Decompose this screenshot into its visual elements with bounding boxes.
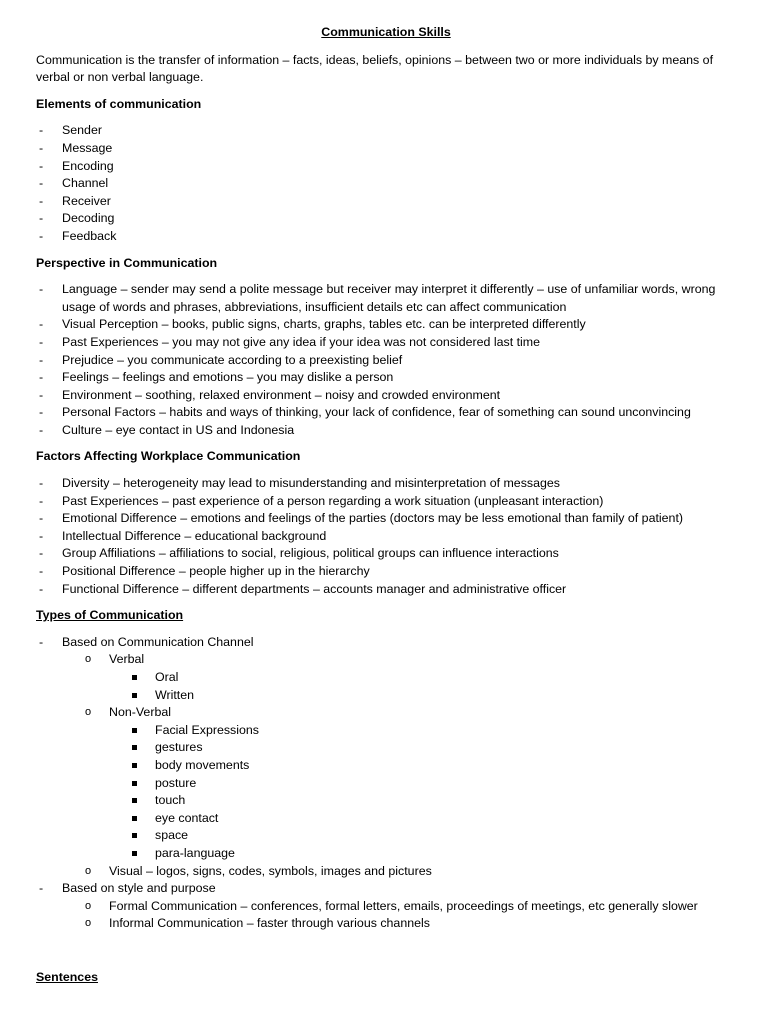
list-item: - Visual Perception – books, public signs, charts, graphs, tables etc. can be interpreted differently bbox=[36, 316, 736, 334]
list-item: posture bbox=[36, 775, 736, 793]
list-item: - Receiver bbox=[36, 193, 736, 211]
dash-marker: - bbox=[39, 334, 44, 349]
list-item: - Intellectual Difference – educational background bbox=[36, 528, 736, 546]
list-item: - Channel bbox=[36, 175, 736, 193]
list-item: - Culture – eye contact in US and Indonesia bbox=[36, 422, 736, 440]
dash-marker: - bbox=[39, 282, 44, 297]
document-page bbox=[36, 24, 736, 996]
list-item: - Emotional Difference – emotions and feelings of the parties (doctors may be less emotional than family of patient) bbox=[36, 510, 736, 528]
dash-marker: - bbox=[39, 881, 44, 896]
factors-list bbox=[36, 475, 736, 598]
list-item: o Visual – logos, signs, codes, symbols, images and pictures bbox=[36, 863, 736, 881]
dash-marker: - bbox=[39, 387, 44, 402]
list-item: Written bbox=[36, 687, 736, 705]
square-bullet-icon bbox=[132, 693, 137, 698]
dash-marker: - bbox=[39, 493, 44, 508]
dash-marker: - bbox=[39, 528, 44, 543]
dash-marker: - bbox=[39, 370, 44, 385]
list-item: para-language bbox=[36, 845, 736, 863]
list-item: - Feelings – feelings and emotions – you may dislike a person bbox=[36, 369, 736, 387]
circle-marker: o bbox=[85, 653, 92, 666]
list-item: - Based on style and purpose bbox=[36, 880, 736, 898]
dash-marker: - bbox=[39, 511, 44, 526]
list-item: - Sender bbox=[36, 122, 736, 140]
dash-marker: - bbox=[39, 564, 44, 579]
factors-heading: Factors Affecting Workplace Communication bbox=[36, 449, 301, 464]
square-bullet-icon bbox=[132, 781, 137, 786]
spacer bbox=[36, 942, 736, 969]
square-bullet-icon bbox=[132, 851, 137, 856]
types-heading: Types of Communication bbox=[36, 608, 184, 623]
list-item: - Decoding bbox=[36, 210, 736, 228]
circle-marker: o bbox=[85, 899, 92, 912]
list-item: - Encoding bbox=[36, 158, 736, 176]
circle-marker: o bbox=[85, 917, 92, 930]
dash-marker: - bbox=[39, 405, 44, 420]
list-item: Oral bbox=[36, 669, 736, 687]
list-item: Facial Expressions bbox=[36, 722, 736, 740]
perspective-list bbox=[36, 281, 736, 439]
list-item: - Language – sender may send a polite message but receiver may interpret it differently – use of unfamiliar words, wrong usage of words and phrases, abbreviations, insufficient details etc can affect communication bbox=[39, 282, 716, 314]
elements-heading: Elements of communication bbox=[36, 96, 202, 111]
list-item: body movements bbox=[36, 757, 736, 775]
circle-marker: o bbox=[85, 864, 92, 877]
list-item: o Informal Communication – faster through various channels bbox=[36, 915, 736, 933]
list-item: touch bbox=[36, 792, 736, 810]
dash-marker: - bbox=[39, 476, 44, 491]
dash-marker: - bbox=[39, 211, 44, 226]
list-item: - Past Experiences – you may not give any idea if your idea was not considered last time bbox=[36, 334, 736, 352]
list-item: - Positional Difference – people higher up in the hierarchy bbox=[36, 563, 736, 581]
square-bullet-icon bbox=[132, 798, 137, 803]
list-item: - Personal Factors – habits and ways of thinking, your lack of confidence, fear of something can sound unconvincing bbox=[36, 404, 736, 422]
square-bullet-icon bbox=[132, 745, 137, 750]
list-item: - Message bbox=[36, 140, 736, 158]
types-list bbox=[36, 634, 736, 933]
square-bullet-icon bbox=[132, 675, 137, 680]
list-item: o Formal Communication – conferences, formal letters, emails, proceedings of meetings, etc generally slower bbox=[36, 898, 736, 916]
square-bullet-icon bbox=[132, 728, 137, 733]
list-item: - Diversity – heterogeneity may lead to misunderstanding and misinterpretation of messages bbox=[36, 475, 736, 493]
list-item: - Environment – soothing, relaxed environment – noisy and crowded environment bbox=[36, 387, 736, 405]
square-bullet-icon bbox=[132, 816, 137, 821]
list-item: gestures bbox=[36, 739, 736, 757]
elements-list bbox=[36, 122, 736, 245]
dash-marker: - bbox=[39, 422, 44, 437]
list-item: - Past Experiences – past experience of a person regarding a work situation (unpleasant interaction) bbox=[36, 493, 736, 511]
dash-marker: - bbox=[39, 546, 44, 561]
sentences-heading: Sentences bbox=[36, 969, 98, 984]
list-item: o Verbal bbox=[36, 651, 736, 669]
dash-marker: - bbox=[39, 581, 44, 596]
perspective-heading: Perspective in Communication bbox=[36, 255, 218, 270]
list-item: - Prejudice – you communicate according to a preexisting belief bbox=[36, 352, 736, 370]
list-item: - Feedback bbox=[36, 228, 736, 246]
dash-marker: - bbox=[39, 123, 44, 138]
dash-marker: - bbox=[39, 634, 44, 649]
dash-marker: - bbox=[39, 228, 44, 243]
dash-marker: - bbox=[39, 176, 44, 191]
list-item: - Group Affiliations – affiliations to social, religious, political groups can influence interactions bbox=[36, 545, 736, 563]
list-item: space bbox=[36, 827, 736, 845]
list-item: - Functional Difference – different departments – accounts manager and administrative officer bbox=[36, 581, 736, 599]
list-item: o Non-Verbal bbox=[36, 704, 736, 722]
circle-marker: o bbox=[85, 706, 92, 719]
square-bullet-icon bbox=[132, 763, 137, 768]
dash-marker: - bbox=[39, 158, 44, 173]
list-item: eye contact bbox=[36, 810, 736, 828]
dash-marker: - bbox=[39, 317, 44, 332]
dash-marker: - bbox=[39, 193, 44, 208]
intro-paragraph: Communication is the transfer of information – facts, ideas, beliefs, opinions – between two or more individuals by means of verbal or non verbal language. bbox=[36, 52, 714, 85]
document-title: Communication Skills bbox=[321, 25, 451, 39]
square-bullet-icon bbox=[132, 833, 137, 838]
dash-marker: - bbox=[39, 352, 44, 367]
dash-marker: - bbox=[39, 140, 44, 155]
list-item: - Based on Communication Channel bbox=[36, 634, 736, 652]
